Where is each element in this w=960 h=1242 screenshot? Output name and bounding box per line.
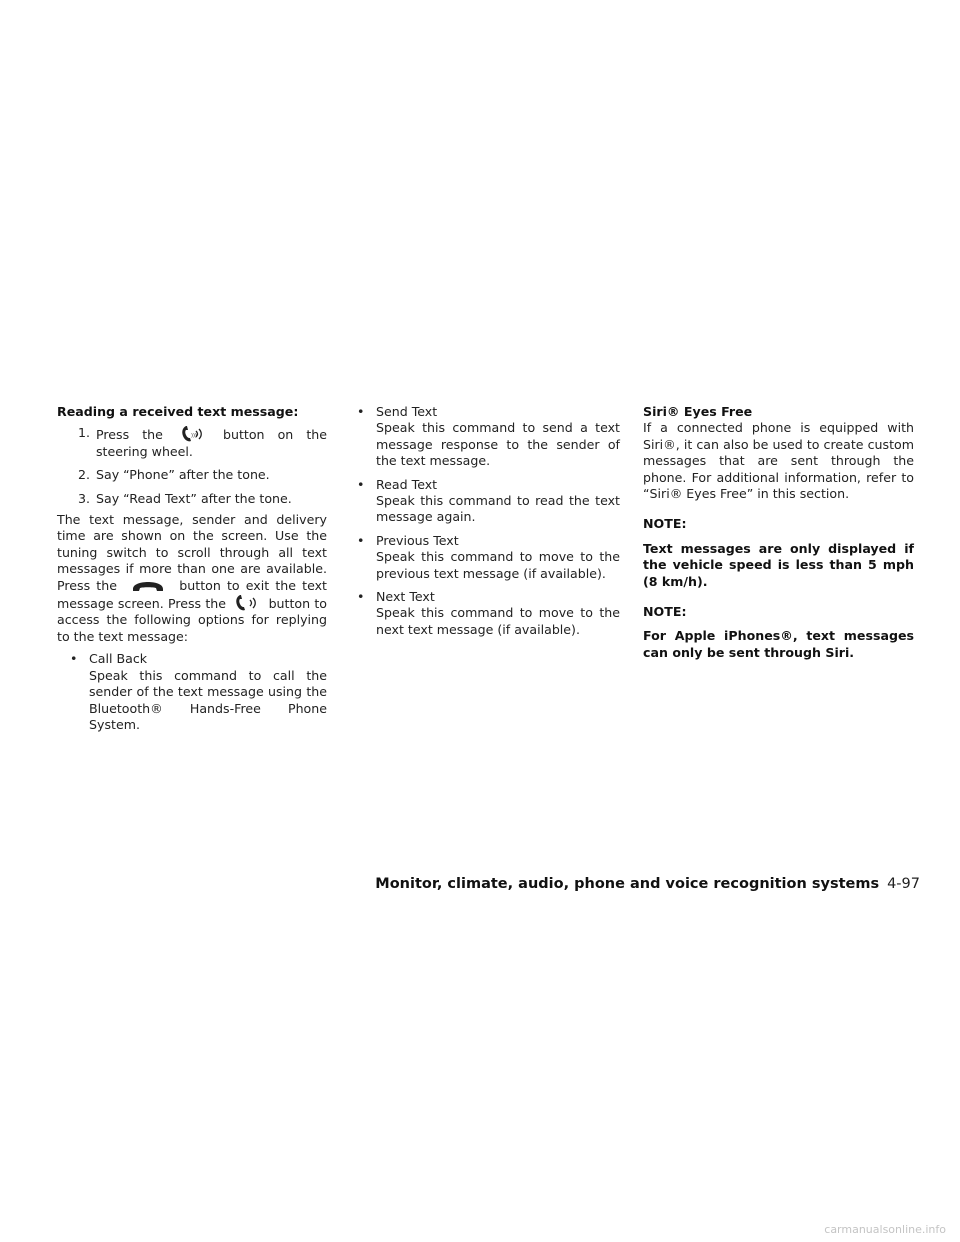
step-2 xyxy=(57,467,327,483)
bullet-mark: • xyxy=(357,476,365,492)
step-text: Say “Phone” after the tone. xyxy=(96,467,270,483)
list-item-title: Read Text xyxy=(376,476,438,492)
list-item xyxy=(350,404,620,470)
voice-talk-icon xyxy=(178,425,208,443)
list-item-body: Speak this command to send a text message response to the sender of the text message. xyxy=(376,420,620,469)
note-label: NOTE: xyxy=(643,516,687,532)
list-item-body: Speak this command to call the sender of the text message using the Bluetooth® Hands-Free Phone System. xyxy=(89,667,327,732)
list-item-title: Previous Text xyxy=(376,532,459,548)
section-heading-reading: Reading a received text message: xyxy=(57,404,299,419)
list-item xyxy=(57,651,327,733)
page-footer xyxy=(0,876,920,892)
list-item xyxy=(350,477,620,526)
note-text: For Apple iPhones®, text messages can only be sent through Siri. xyxy=(643,628,914,660)
voice-talk-icon xyxy=(232,594,262,612)
step-1 xyxy=(57,425,327,460)
page-number: 4-97 xyxy=(887,876,920,892)
column-1 xyxy=(57,404,327,733)
list-item-title: Send Text xyxy=(376,404,438,419)
step-text: Press the ))) button on the steering wheel. xyxy=(96,427,327,459)
bullet-mark: • xyxy=(70,651,78,667)
list-item xyxy=(350,589,620,638)
list-item-body: Speak this command to move to the next text message (if available). xyxy=(376,605,620,637)
section-heading-siri: Siri® Eyes Free xyxy=(643,404,753,419)
step-text: Say “Read Text” after the tone. xyxy=(96,490,292,506)
watermark: carmanualsonline.info xyxy=(824,1223,946,1236)
step-3 xyxy=(57,491,327,507)
phone-hangup-icon xyxy=(125,580,171,594)
list-item-body: Speak this command to read the text message again. xyxy=(376,493,620,525)
list-item xyxy=(350,533,620,582)
note-label: NOTE: xyxy=(643,604,687,620)
bullet-mark: • xyxy=(357,589,365,605)
step-number: 1. xyxy=(77,425,90,441)
footer-section-title: Monitor, climate, audio, phone and voice recognition systems xyxy=(375,876,880,892)
step-number: 3. xyxy=(77,490,90,506)
bullet-mark: • xyxy=(357,404,365,419)
column-3 xyxy=(643,404,914,661)
svg-text:))): ))) xyxy=(190,433,197,440)
body-paragraph: The text message, sender and delivery time are shown on the screen. Use the tuning switch to scroll through all text messages if more than one are available. Press the button to exit the text message screen. Press the button to access the following options for replying to the text message: xyxy=(57,512,327,644)
list-item-title: Next Text xyxy=(376,589,435,605)
step-number: 2. xyxy=(77,467,90,483)
bullet-mark: • xyxy=(357,532,365,548)
column-2 xyxy=(350,404,620,638)
list-item-body: Speak this command to move to the previous text message (if available). xyxy=(376,549,620,581)
note-text: Text messages are only displayed if the vehicle speed is less than 5 mph (8 km/h). xyxy=(643,540,914,589)
list-item-title: Call Back xyxy=(89,651,148,667)
body-paragraph: If a connected phone is equipped with Siri®, it can also be used to create custom messages that are sent through the phone. For additional information, refer to “Siri® Eyes Free” in this section. xyxy=(643,420,914,502)
